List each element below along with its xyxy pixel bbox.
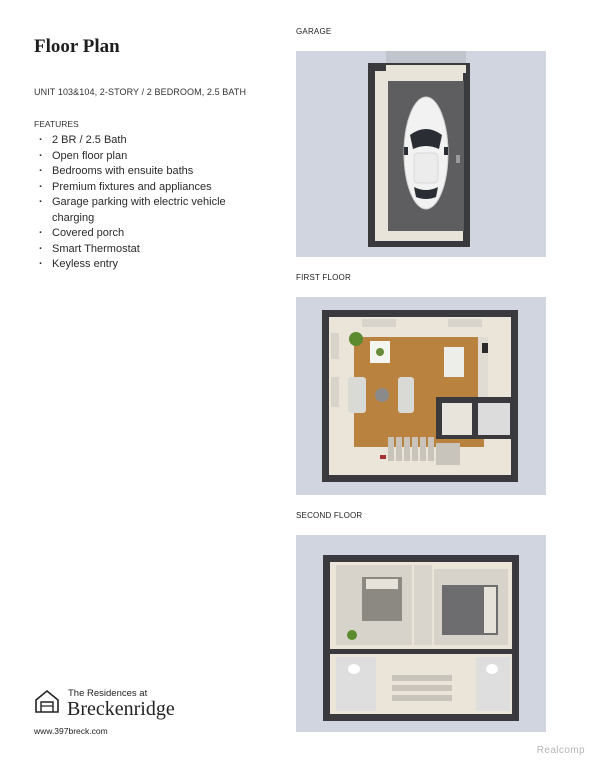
second-floor-plan [296,535,546,732]
garage-plan-image [296,51,546,257]
garage-plan [296,51,546,257]
feature-item: · Covered porch [38,226,238,242]
logo-name: Breckenridge [67,698,175,720]
first-floor-plan [296,297,546,495]
watermark: Realcomp [536,745,585,756]
feature-item: · 2 BR / 2.5 Bath [38,133,238,149]
features-list [38,133,238,273]
unit-description: UNIT 103&104, 2-STORY / 2 BEDROOM, 2.5 BATH [34,87,247,97]
features-heading: FEATURES [34,119,79,129]
house-outline-icon [34,688,60,714]
feature-item: · Smart Thermostat [38,242,238,258]
website-link[interactable]: www.397breck.com [34,726,108,736]
second-floor-label: SECOND FLOOR [296,511,363,520]
page-title: Floor Plan [34,36,120,57]
feature-item: · Bedrooms with ensuite baths [38,164,238,180]
feature-item: · Open floor plan [38,149,238,165]
logo-tagline: The Residences at [68,688,148,699]
garage-label: GARAGE [296,27,332,36]
feature-item: · Keyless entry [38,257,238,273]
first-floor-label: FIRST FLOOR [296,273,351,282]
feature-item: · Garage parking with electric vehicle charging [38,195,238,226]
feature-item: · Premium fixtures and appliances [38,180,238,196]
second-floor-plan-image [296,535,546,732]
first-floor-plan-image [296,297,546,495]
